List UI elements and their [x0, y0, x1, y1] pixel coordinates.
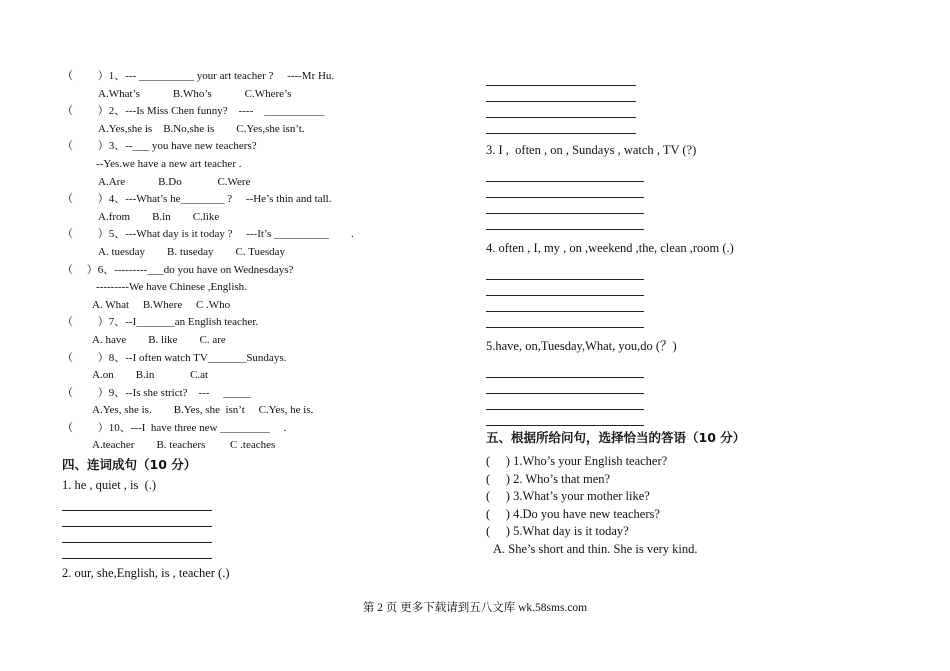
mc-question-6: （ ）6、---------___do you have on Wednesdays?: [62, 263, 294, 276]
mc-question-4: （ ）4、---What’s he________ ? --He’s thin and tall.: [62, 193, 332, 206]
answer-line[interactable]: [486, 86, 636, 102]
sentence-question-3: 3. I , often , on , Sundays , watch , TV (?): [486, 143, 697, 157]
answer-line[interactable]: [486, 198, 644, 214]
mc-question-1: （ ）1、--- __________ your art teacher ? ----Mr Hu.: [62, 70, 335, 82]
sentence-question-2: 2. our, she,English, is , teacher (.): [62, 566, 230, 581]
mc-question-8: （ ）8、--I often watch TV_______Sundays.: [62, 351, 287, 364]
mc-options-8: A.on B.in C.at: [92, 369, 209, 382]
sentence-question-1: 1. he , quiet , is (.): [62, 478, 157, 493]
answer-line[interactable]: [486, 394, 644, 410]
mc-options-2: A.Yes,she is B.No,she is C.Yes,she isn’t.: [98, 122, 305, 135]
mc-subline-6: ---------We have Chinese ,English.: [96, 281, 247, 294]
answer-option-a: A. She’s short and thin. She is very kind.: [493, 541, 698, 556]
answer-line[interactable]: [486, 280, 644, 296]
answer-line[interactable]: [62, 495, 212, 511]
mc-options-9: A.Yes, she is. B.Yes, she isn’t C.Yes, he is.: [92, 404, 314, 417]
mc-options-1: A.What’s B.Who’s C.Where’s: [98, 87, 292, 100]
answer-line[interactable]: [486, 118, 636, 134]
answer-line[interactable]: [486, 182, 644, 198]
answer-line[interactable]: [486, 378, 644, 394]
answer-line[interactable]: [486, 70, 636, 86]
answer-lines-3: [486, 166, 906, 230]
mc-question-3: （ ）3、--___ you have new teachers?: [62, 140, 257, 153]
page-footer: 第 2 页 更多下载请到五八文库 wk.58sms.com: [362, 602, 588, 614]
mc-question-9: （ ）9、--Is she strict? --- _____: [62, 386, 251, 399]
section-4-heading: 四、连词成句（10 分）: [62, 457, 197, 473]
mc-options-4: A.from B.in C.like: [98, 210, 220, 223]
answer-line[interactable]: [486, 362, 644, 378]
dialog-question-list: [486, 453, 906, 559]
section-5-heading: 五、根据所给问句，选择恰当的答语（10 分）: [486, 430, 746, 445]
mc-options-3: A.Are B.Do C.Were: [98, 175, 251, 188]
answer-line[interactable]: [486, 102, 636, 118]
answer-lines-2: [486, 70, 906, 134]
answer-line[interactable]: [62, 527, 212, 543]
mc-question-2: （ ）2、---Is Miss Chen funny? ---- ___________: [62, 105, 325, 118]
answer-line[interactable]: [486, 312, 644, 328]
mc-question-10: （ ）10、---I have three new _________ .: [62, 421, 287, 434]
answer-line[interactable]: [62, 543, 212, 559]
mc-question-7: （ ）7、--I_______an English teacher.: [62, 316, 259, 329]
answer-line[interactable]: [486, 410, 644, 426]
mc-options-6: A. What B.Where C .Who: [92, 298, 231, 311]
dialog-question-5: ( ) 5.What day is it today?: [486, 524, 629, 539]
answer-line[interactable]: [486, 264, 644, 280]
dialog-question-4: ( ) 4.Do you have new teachers?: [486, 506, 660, 521]
answer-line[interactable]: [486, 166, 644, 182]
mc-options-5: A. tuesday B. tuseday C. Tuesday: [98, 245, 285, 258]
dialog-question-2: ( ) 2. Who’s that men?: [486, 471, 611, 486]
sentence-question-5: 5.have, on,Tuesday,What, you,do (？): [486, 339, 677, 353]
mc-options-10: A.teacher B. teachers C .teaches: [92, 439, 276, 452]
right-column: [486, 68, 906, 559]
multiple-choice-list: [62, 68, 442, 455]
answer-line[interactable]: [486, 296, 644, 312]
answer-lines-1: [62, 495, 442, 559]
answer-line[interactable]: [62, 511, 212, 527]
sentence-question-4: 4. often , I, my , on ,weekend ,the, clean ,room (.): [486, 241, 734, 255]
mc-options-7: A. have B. like C. are: [92, 333, 226, 346]
answer-lines-4: [486, 264, 906, 328]
left-column: [62, 68, 442, 583]
answer-line[interactable]: [486, 214, 644, 230]
answer-lines-5: [486, 362, 906, 426]
mc-subline-3: --Yes.we have a new art teacher .: [96, 157, 242, 170]
dialog-question-3: ( ) 3.What’s your mother like?: [486, 489, 650, 504]
mc-question-5: （ ）5、---What day is it today ? ---It’s __________ .: [62, 228, 354, 241]
dialog-question-1: ( ) 1.Who’s your English teacher?: [486, 454, 668, 468]
